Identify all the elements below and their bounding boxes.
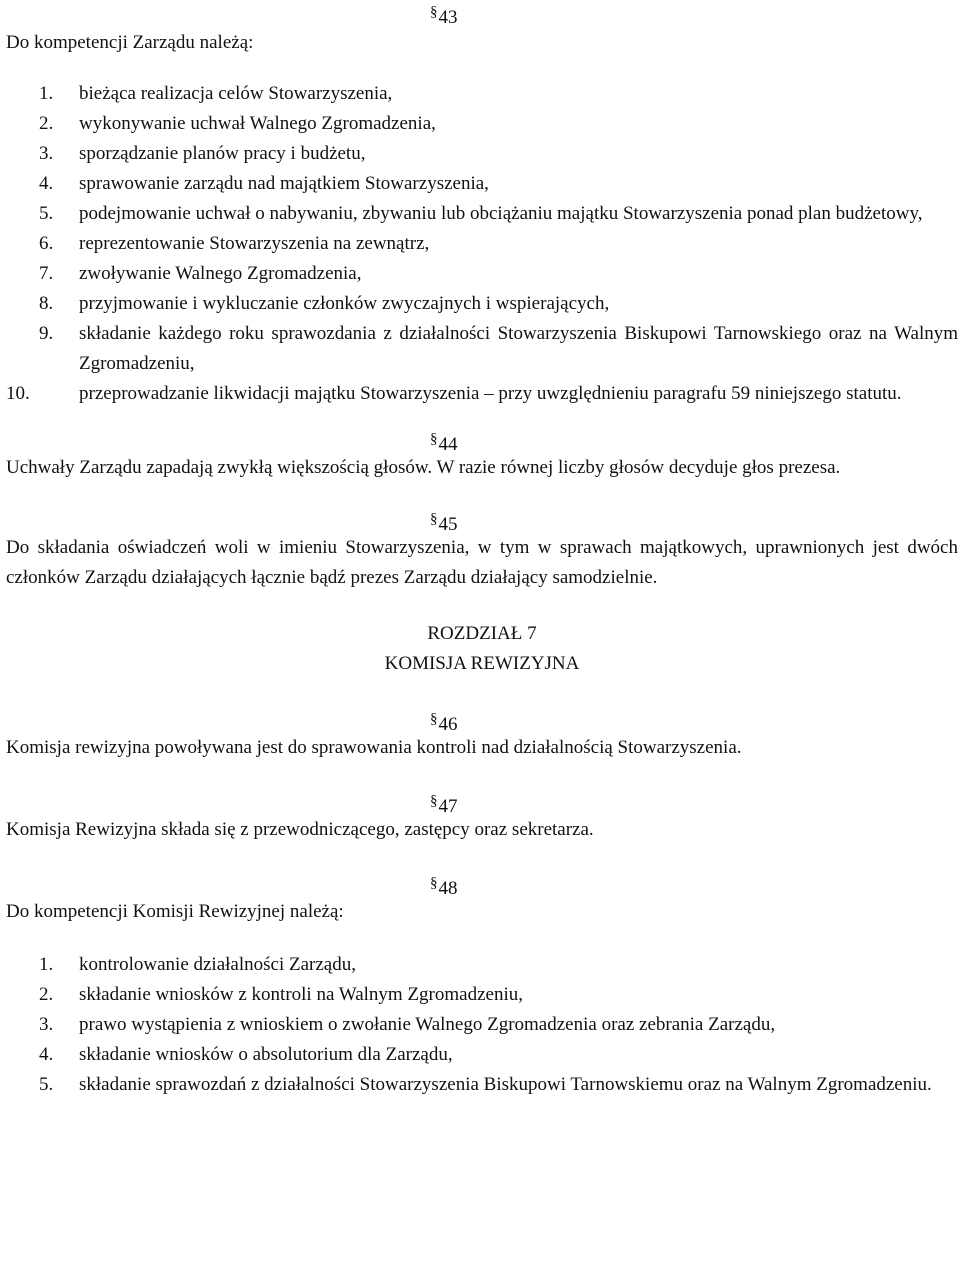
section-46-text: Komisja rewizyjna powoływana jest do sprawowania kontroli nad działalnością Stowarzyszenia.: [6, 737, 742, 758]
section-45-heading: [430, 507, 458, 537]
item-number: 6.: [39, 233, 54, 254]
item-number: 3.: [39, 1014, 54, 1035]
item-number: 1.: [39, 83, 54, 104]
chapter-subtitle: KOMISJA REWIZYJNA: [384, 653, 580, 674]
list-item: [6, 199, 958, 229]
item-number: 1.: [39, 954, 54, 975]
item-number: 3.: [39, 143, 54, 164]
item-text: składanie sprawozdań z działalności Stowarzyszenia Biskupowi Tarnowskiemu oraz na Walnym Zgromadzeniu.: [79, 1074, 932, 1095]
item-text: składanie wniosków z kontroli na Walnym Zgromadzeniu,: [79, 984, 523, 1005]
section-mark: §: [430, 511, 438, 527]
section-47-text: Komisja Rewizyjna składa się z przewodniczącego, zastępcy oraz sekretarza.: [6, 819, 594, 840]
item-text: podejmowanie uchwał o nabywaniu, zbywaniu lub obciążaniu majątku Stowarzyszenia ponad plan budżetowy,: [79, 203, 923, 224]
section-44-row: [6, 423, 958, 453]
section-mark: §: [430, 793, 438, 809]
item-text: wykonywanie uchwał Walnego Zgromadzenia,: [79, 113, 436, 134]
section-43-intro: Do kompetencji Zarządu należą:: [6, 32, 254, 53]
section-48-intro: Do kompetencji Komisji Rewizyjnej należą:: [6, 901, 344, 922]
section-45-row: [6, 503, 958, 533]
section-48-list: [6, 950, 958, 1100]
list-item: [6, 169, 958, 199]
item-text: reprezentowanie Stowarzyszenia na zewnątrz,: [79, 233, 430, 254]
item-text: przyjmowanie i wykluczanie członków zwyczajnych i wspierających,: [79, 293, 610, 314]
item-text: kontrolowanie działalności Zarządu,: [79, 954, 356, 975]
item-text: składanie wniosków o absolutorium dla Zarządu,: [79, 1044, 453, 1065]
section-45-text: Do składania oświadczeń woli w imieniu Stowarzyszenia, w tym w sprawach majątkowych, uprawnionych jest dwóch członków Zarządu działających łącznie bądź prezes Zarządu działający samodzielnie.: [6, 537, 958, 588]
section-number: 46: [438, 714, 458, 735]
section-46-heading: [430, 707, 458, 737]
document-page: [6, 0, 958, 1100]
section-mark: §: [430, 711, 438, 727]
section-mark: §: [430, 4, 438, 20]
item-number: 9.: [39, 323, 54, 344]
list-item: [6, 379, 958, 409]
item-number: 4.: [39, 173, 54, 194]
section-47-heading: [430, 789, 458, 819]
item-number: 5.: [39, 203, 54, 224]
list-item: [6, 1010, 958, 1040]
section-44-text: Uchwały Zarządu zapadają zwykłą większością głosów. W razie równej liczby głosów decyduje głos prezesa.: [6, 457, 841, 478]
item-number: 4.: [39, 1044, 54, 1065]
list-item: [6, 1040, 958, 1070]
list-item: [6, 229, 958, 259]
item-text: prawo wystąpienia z wnioskiem o zwołanie Walnego Zgromadzenia oraz zebrania Zarządu,: [79, 1014, 776, 1035]
list-item: [6, 1070, 958, 1100]
item-number: 8.: [39, 293, 54, 314]
list-item: [6, 950, 958, 980]
list-item: [6, 289, 958, 319]
item-number: 5.: [39, 1074, 54, 1095]
section-number: 44: [438, 434, 458, 455]
section-mark: §: [430, 431, 438, 447]
item-text: sprawowanie zarządu nad majątkiem Stowarzyszenia,: [79, 173, 489, 194]
chapter-title: ROZDZIAŁ 7: [427, 623, 537, 644]
section-mark: §: [430, 875, 438, 891]
item-text: zwoływanie Walnego Zgromadzenia,: [79, 263, 362, 284]
section-43-list: [6, 79, 958, 409]
section-number: 43: [438, 7, 458, 28]
item-text: sporządzanie planów pracy i budżetu,: [79, 143, 366, 164]
section-46-row: [6, 703, 958, 733]
section-number: 48: [438, 878, 458, 899]
list-item: [6, 319, 958, 379]
section-44-heading: [430, 427, 458, 457]
list-item: [6, 79, 958, 109]
item-text: przeprowadzanie likwidacji majątku Stowarzyszenia – przy uwzględnieniu paragrafu 59 niniejszego statutu.: [79, 383, 902, 404]
section-48-heading: [430, 871, 458, 901]
list-item: [6, 109, 958, 139]
item-number: 10.: [6, 383, 30, 404]
list-item: [6, 139, 958, 169]
item-text: bieżąca realizacja celów Stowarzyszenia,: [79, 83, 393, 104]
item-number: 2.: [39, 984, 54, 1005]
section-43-row: [6, 0, 958, 60]
section-47-row: [6, 785, 958, 815]
item-number: 2.: [39, 113, 54, 134]
section-number: 45: [438, 514, 458, 535]
item-text: składanie każdego roku sprawozdania z działalności Stowarzyszenia Biskupowi Tarnowskiego oraz na Walnym Zgromadzeniu,: [79, 323, 958, 374]
section-number: 47: [438, 796, 458, 817]
section-43-heading: [430, 0, 458, 30]
list-item: [6, 980, 958, 1010]
list-item: [6, 259, 958, 289]
section-48-row: [6, 867, 958, 927]
item-number: 7.: [39, 263, 54, 284]
